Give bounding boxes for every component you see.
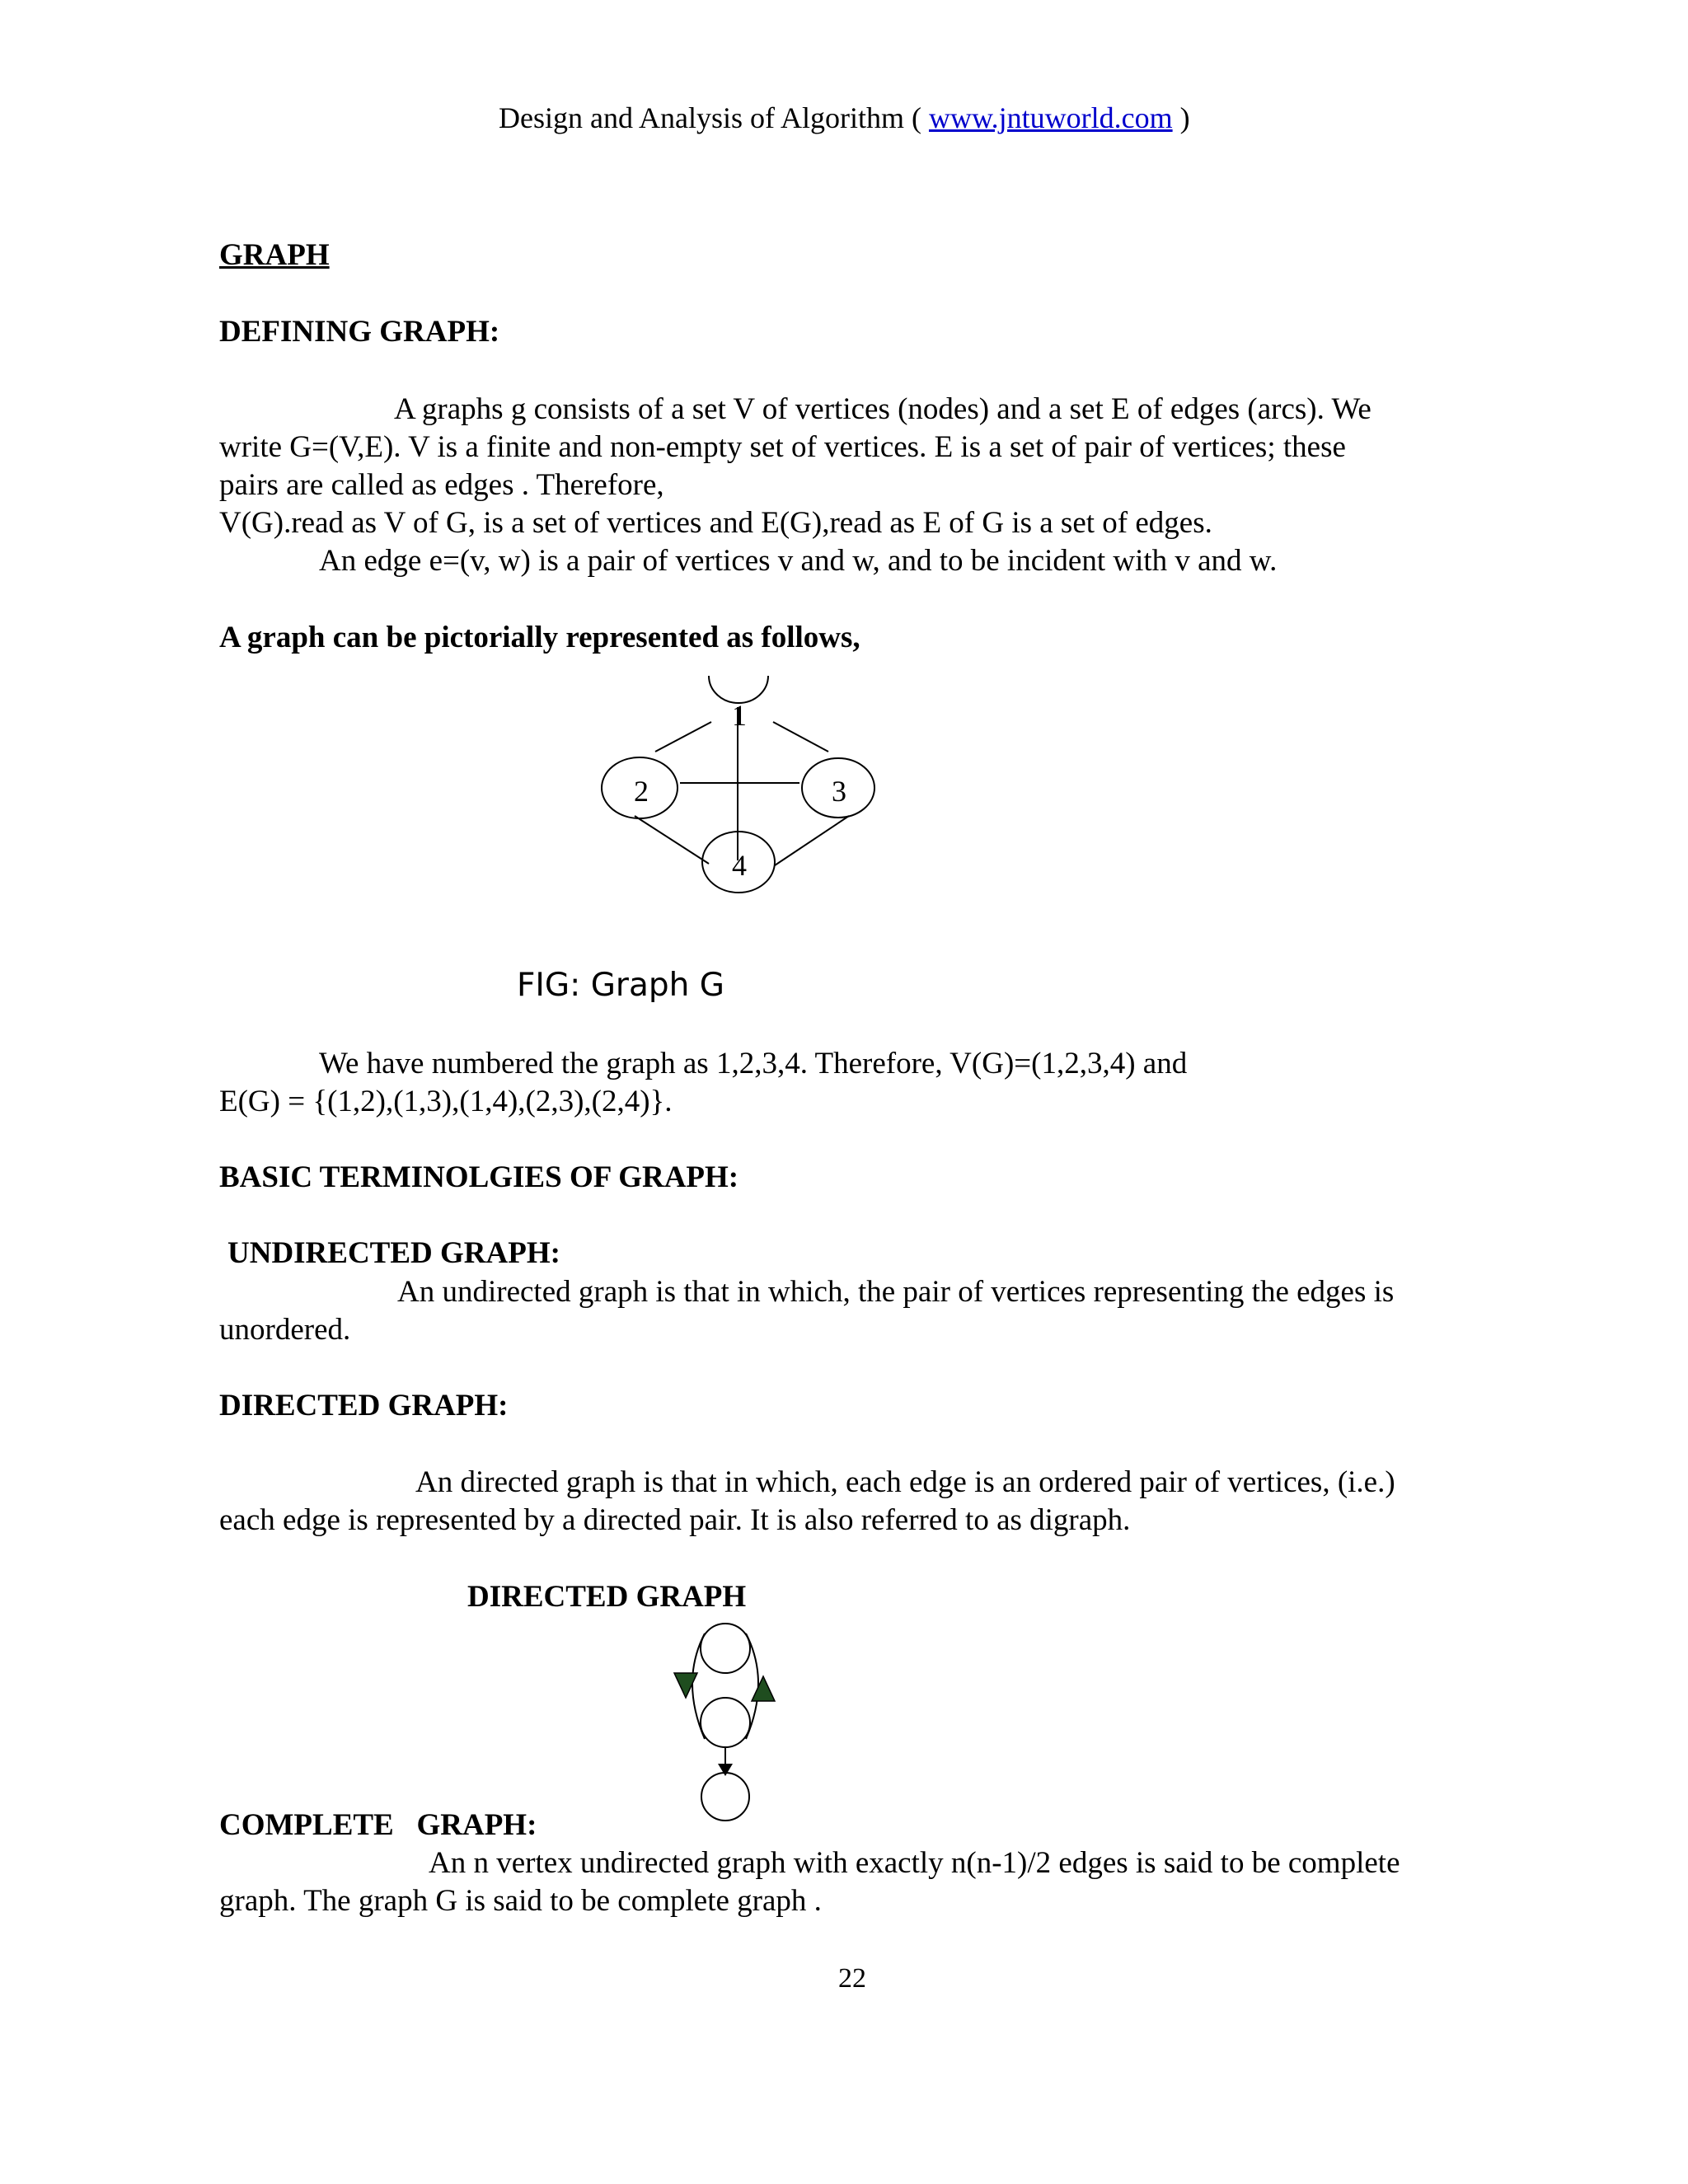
edge-1-2 <box>655 722 711 752</box>
defining-line-5: An edge e=(v, w) is a pair of vertices v and w, and to be incident with v and w. <box>319 544 1278 578</box>
directed-heading: DIRECTED GRAPH: <box>219 1389 509 1422</box>
digraph-vertex-top <box>701 1624 750 1673</box>
directed-graph-figure <box>659 1615 791 1830</box>
edge-3-4 <box>775 816 849 865</box>
defining-line-2: write G=(V,E). V is a finite and non-empty set of vertices. E is a set of pair of vertices; these <box>219 430 1346 464</box>
defining-line-1: A graphs g consists of a set V of vertices (nodes) and a set E of edges (arcs). We <box>394 392 1372 426</box>
numbered-line-1: We have numbered the graph as 1,2,3,4. Therefore, V(G)=(1,2,3,4) and <box>319 1047 1188 1080</box>
header-link[interactable]: www.jntuworld.com <box>928 101 1173 134</box>
vertex-2-label: 2 <box>634 775 649 808</box>
undirected-heading: UNDIRECTED GRAPH: <box>227 1236 560 1270</box>
vertex-1-label: 1 <box>732 699 747 732</box>
digraph-arrow-up-right <box>752 1676 775 1701</box>
defining-heading: DEFINING GRAPH: <box>219 315 500 349</box>
digraph-arrow-down-middle <box>718 1764 733 1776</box>
digraph-vertex-bottom <box>701 1773 749 1821</box>
page-number: 22 <box>838 1963 866 1994</box>
header-prefix: Design and Analysis of Algorithm ( <box>499 101 929 134</box>
numbered-line-2: E(G) = {(1,2),(1,3),(1,4),(2,3),(2,4)}. <box>219 1085 673 1118</box>
undirected-line-2: unordered. <box>219 1313 351 1347</box>
vertex-3-label: 3 <box>832 775 846 808</box>
complete-heading: COMPLETE GRAPH: <box>219 1808 537 1842</box>
complete-line-2: graph. The graph G is said to be complete graph . <box>219 1884 822 1918</box>
figure-caption: FIG: Graph G <box>517 967 724 1004</box>
defining-line-4: V(G).read as V of G, is a set of vertices and E(G),read as E of G is a set of edges. <box>219 506 1212 540</box>
edge-1-3 <box>773 722 828 752</box>
header-suffix: ) <box>1172 101 1190 134</box>
basic-terminologies-heading: BASIC TERMINOLGIES OF GRAPH: <box>219 1160 739 1194</box>
directed-line-2: each edge is represented by a directed pair. It is also referred to as digraph. <box>219 1503 1131 1537</box>
directed-line-1: An directed graph is that in which, each edge is an ordered pair of vertices, (i.e.) <box>415 1465 1395 1499</box>
graph-g-figure <box>593 676 890 907</box>
pictorial-heading: A graph can be pictorially represented as follows, <box>219 621 860 654</box>
section-title: GRAPH <box>219 238 330 272</box>
directed-figure-title: DIRECTED GRAPH <box>467 1580 747 1614</box>
defining-line-3: pairs are called as edges . Therefore, <box>219 468 664 502</box>
complete-line-1: An n vertex undirected graph with exactly n(n-1)/2 edges is said to be complete <box>429 1846 1400 1880</box>
digraph-arrow-down-left <box>674 1673 697 1698</box>
digraph-vertex-middle <box>701 1698 750 1747</box>
page-header <box>499 99 1190 137</box>
undirected-line-1: An undirected graph is that in which, the pair of vertices representing the edges is <box>397 1275 1395 1309</box>
edge-2-4 <box>635 816 709 864</box>
vertex-4-label: 4 <box>732 849 747 882</box>
digraph-edge-left <box>692 1633 705 1739</box>
digraph-edge-right <box>746 1633 758 1739</box>
